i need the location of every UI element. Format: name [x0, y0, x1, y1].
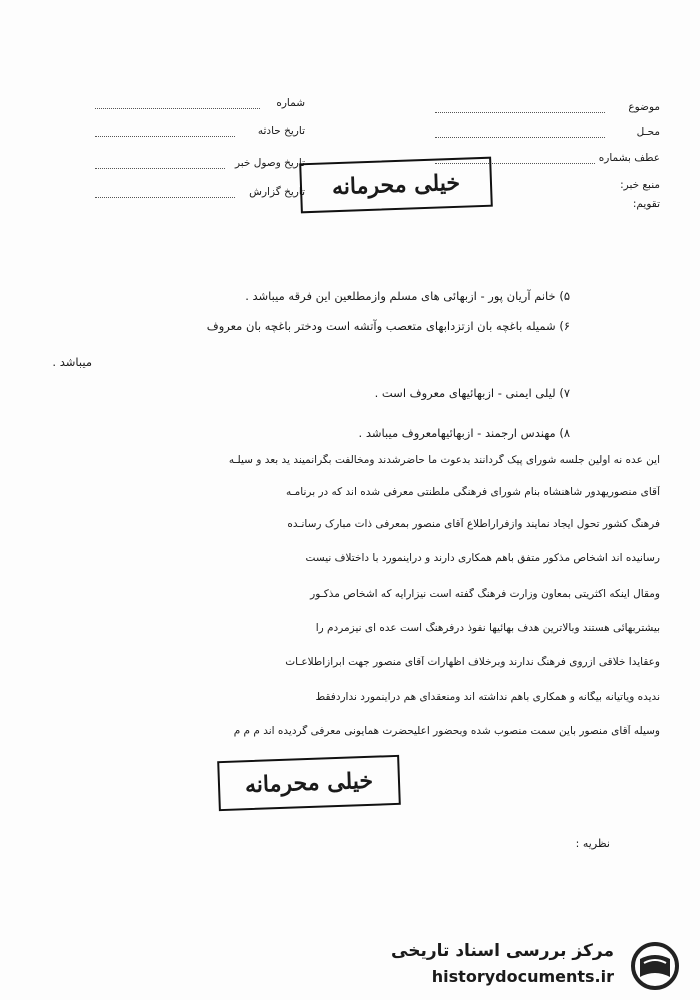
- field-number-line: [95, 108, 260, 109]
- field-source-label: منبع خبر:: [620, 179, 660, 191]
- field-incident-date-line: [95, 136, 235, 137]
- body-line: این عده نه اولین جلسه شورای پیک گردانند بدعوت ما حاضرشدند ومخالفت بگرانمیند ید بعد و سیلـه: [228, 454, 660, 466]
- watermark-title: مرکز بررسی اسناد تاریخی: [391, 941, 614, 961]
- watermark-url: historydocuments.ir: [431, 967, 614, 986]
- archive-logo-icon: [630, 941, 680, 991]
- confidential-stamp-top: [299, 157, 493, 214]
- field-receipt-date-label: تاریخ وصول خبر: [234, 157, 305, 169]
- stamp-top-text: خیلی محرمانه: [331, 169, 461, 201]
- field-number-label: شماره: [276, 97, 305, 109]
- watermark: [391, 937, 680, 995]
- body-line: رسانیده اند اشخاص مذکور متفق باهم همکاری دارند و دراینمورد با داختلاف نیست: [305, 552, 660, 564]
- body-line: وعقایدا خلاقی ازروی فرهنگ ندارند وبرخلاف اظهارات آقای منصور جهت ابرازاطلاعـات: [285, 656, 660, 668]
- field-subject-label: موضوع: [628, 101, 660, 113]
- body-line: ومقال اینکه اکثریتی بمعاون وزارت فرهنگ گفته است نیزارایه که اشخاص مذکـور: [310, 588, 660, 600]
- body-line: بیشتربهائی هستند وبالاترین هدف بهائیها نفوذ درفرهنگ است عده ای نیزمردم را: [315, 622, 660, 634]
- list-item: ۵) خانم آریان پور - ازبهائی های مسلم وازمطلعین این فرقه میباشد .: [245, 289, 570, 303]
- list-item: ۸) مهندس ارجمند - ازبهائیهامعروف میباشد .: [358, 426, 570, 440]
- stamp-bottom-text: خیلی محرمانه: [244, 767, 374, 799]
- list-item: ۷) لیلی ایمنی - ازبهائیهای معروف است .: [374, 386, 570, 400]
- body-line: ندیده ویاتیانه بیگانه و همکاری باهم نداشته اند ومنعقدای هم دراینمورد نداردفقط: [315, 691, 660, 703]
- field-report-date-line: [95, 197, 235, 198]
- field-reference-label: عطف بشماره: [598, 152, 660, 164]
- field-incident-date-label: تاریخ حادثه: [257, 125, 305, 137]
- confidential-stamp-bottom: [217, 755, 401, 811]
- comment-label: نظریه :: [575, 837, 610, 850]
- field-calendar-label: تقویم:: [632, 198, 660, 210]
- list-item: ۶) شمیله باغچه بان ازتزدابهای متعصب وآتشه است ودختر باغچه بان معروف: [206, 319, 570, 333]
- field-receipt-date-line: [95, 168, 225, 169]
- body-line: آقای منصوریهدور شاهنشاه بنام شورای فرهنگی ملطنتی معرفی شده اند که در برنامـه: [285, 486, 660, 498]
- field-location-line: [435, 137, 605, 138]
- field-report-date-label: تاریخ گزارش: [249, 186, 305, 198]
- field-subject-line: [435, 112, 605, 113]
- body-line: فرهنگ کشور تحول ایجاد نمایند وازفراراطلاع آقای منصور بمعرفی ذات مبارک رسانـده: [287, 518, 660, 530]
- field-location-label: محـل: [636, 126, 660, 138]
- body-line: وسیله آقای منصور باین سمت منصوب شده وبحضور اعلیحضرت همایونی معرفی گردیده اند م م م: [233, 725, 660, 737]
- list-item-continuation: میباشد .: [52, 355, 92, 369]
